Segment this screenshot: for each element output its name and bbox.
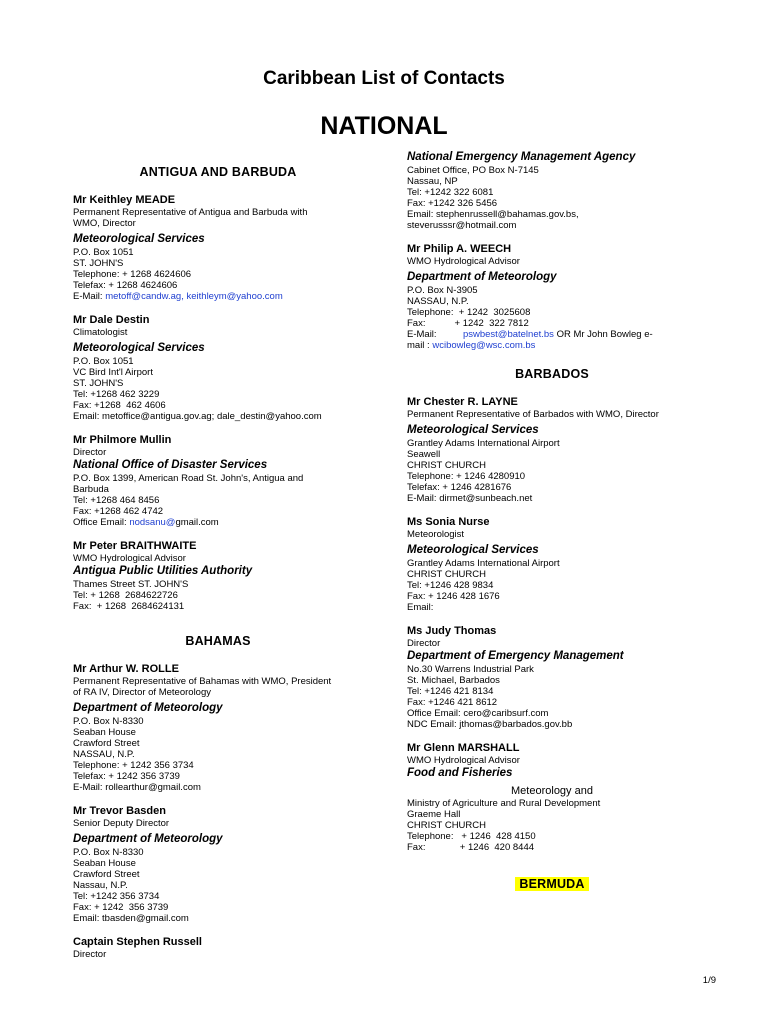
contact-email: E-Mail: dirmet@sunbeach.net xyxy=(407,493,533,504)
email-link[interactable]: metoff@candw.ag, keithleym@yahoo.com xyxy=(105,291,283,302)
contact-role: Director xyxy=(407,638,441,649)
contact-email: steverusssr@hotmail.com xyxy=(407,220,517,231)
contact-line: Telefax: + 1268 4624606 xyxy=(73,280,178,291)
contact-line: Tel: +1268 462 3229 xyxy=(73,389,160,400)
contact-role: Director xyxy=(73,949,107,960)
contact-role: WMO Hydrological Advisor xyxy=(73,553,186,564)
contact-line: St. Michael, Barbados xyxy=(407,675,500,686)
contact-line: Tel: +1242 356 3734 xyxy=(73,891,160,902)
contact-line: P.O. Box N-8330 xyxy=(73,847,144,858)
contact-name: Mr Philmore Mullin xyxy=(73,434,172,446)
contact-organization: Meteorological Services xyxy=(407,544,539,556)
contact-line: Grantley Adams International Airport xyxy=(407,558,560,569)
contact-line: Fax: + 1246 428 1676 xyxy=(407,591,500,602)
contact-arthur-rolle xyxy=(73,662,363,793)
contact-name: Mr Arthur W. ROLLE xyxy=(73,663,179,675)
contact-organization: Department of Meteorology xyxy=(73,833,223,845)
contact-organization: Department of Meteorology xyxy=(407,271,557,283)
contact-email: Email: stephenrussell@bahamas.gov.bs, xyxy=(407,209,579,220)
section-heading-bahamas: BAHAMAS xyxy=(185,634,251,648)
email-suffix: OR Mr John Bowleg e- xyxy=(553,329,653,340)
contact-line: Ministry of Agriculture and Rural Development xyxy=(407,798,601,809)
contact-line: VC Bird Int'l Airport xyxy=(73,367,153,378)
contact-nema xyxy=(407,150,697,231)
contact-name: Mr Chester R. LAYNE xyxy=(407,396,518,408)
section-heading-antigua: ANTIGUA AND BARBUDA xyxy=(139,165,297,179)
contact-role: WMO Hydrological Advisor xyxy=(407,256,520,267)
contact-line: Seaban House xyxy=(73,727,136,738)
contact-line: Fax: + 1246 420 8444 xyxy=(407,842,535,853)
contact-organization: Antigua Public Utilities Authority xyxy=(73,565,253,577)
section-heading-bermuda: BERMUDA xyxy=(515,877,588,891)
email-link[interactable]: pswbest@batelnet.bs xyxy=(462,329,554,340)
contact-line: ST. JOHN'S xyxy=(73,378,124,389)
contact-peter-braithwaite xyxy=(73,539,363,612)
contact-line: Telephone: + 1268 4624606 xyxy=(73,269,192,280)
contact-email: Email: xyxy=(407,602,434,613)
contact-line: ST. JOHN'S xyxy=(73,258,124,269)
contact-name: Ms Sonia Nurse xyxy=(407,516,490,528)
section-heading-bermuda-wrap xyxy=(407,877,697,891)
contact-line: Seawell xyxy=(407,449,441,460)
contact-trevor-basden xyxy=(73,804,363,924)
contact-organization: Department of Emergency Management xyxy=(407,650,624,662)
contact-role: Permanent Representative of Bahamas with WMO, President xyxy=(73,676,332,687)
contact-role: Permanent Representative of Barbados with WMO, Director xyxy=(407,409,659,420)
contact-line: Thames Street ST. JOHN'S xyxy=(73,579,189,590)
contact-line: CHRIST CHURCH xyxy=(407,569,486,580)
contact-judy-thomas xyxy=(407,624,697,730)
contact-line: Telefax: + 1246 4281676 xyxy=(407,482,512,493)
email-label: E-Mail: xyxy=(73,291,106,302)
section-heading-barbados: BARBADOS xyxy=(515,367,589,381)
contact-line: P.O. Box N-3905 xyxy=(407,285,478,296)
contact-role: Permanent Representative of Antigua and Barbuda with xyxy=(73,207,308,218)
contact-line: Tel: + 1268 2684622726 xyxy=(73,590,178,601)
contact-sonia-nurse xyxy=(407,515,697,613)
contact-line: P.O. Box 1399, American Road St. John's, Antigua and xyxy=(73,473,304,484)
contact-stephen-russell xyxy=(73,935,363,960)
contact-line: Crawford Street xyxy=(73,869,140,880)
contact-role: WMO Hydrological Advisor xyxy=(407,755,520,766)
contact-line: Fax: +1246 421 8612 xyxy=(407,697,498,708)
page-subtitle: NATIONAL xyxy=(320,112,448,140)
contact-line: Fax: +1268 462 4742 xyxy=(73,506,164,517)
contact-role: Climatologist xyxy=(73,327,128,338)
contact-line: Tel: +1246 428 9834 xyxy=(407,580,494,591)
left-column xyxy=(73,165,363,971)
contact-line: Tel: +1242 322 6081 xyxy=(407,187,494,198)
contact-email: Email: tbasden@gmail.com xyxy=(73,913,189,924)
contact-email xyxy=(73,291,363,302)
contact-line: Telephone: + 1246 4280910 xyxy=(407,471,526,482)
contact-line: Telephone: + 1242 356 3734 xyxy=(73,760,194,771)
contact-name: Captain Stephen Russell xyxy=(73,936,202,948)
contact-line: Nassau, NP xyxy=(407,176,458,187)
contact-organization: Meteorological Services xyxy=(73,233,205,245)
contact-philip-weech xyxy=(407,242,697,351)
contact-name: Mr Trevor Basden xyxy=(73,805,166,817)
contact-chester-layne xyxy=(407,395,697,504)
contact-line: Seaban House xyxy=(73,858,136,869)
page-number: 1/9 xyxy=(702,975,716,986)
contact-line: CHRIST CHURCH xyxy=(407,820,486,831)
contact-line: P.O. Box 1051 xyxy=(73,247,134,258)
contact-line: No.30 Warrens Industrial Park xyxy=(407,664,534,675)
contact-line: Graeme Hall xyxy=(407,809,461,820)
contact-email: E-Mail: rollearthur@gmail.com xyxy=(73,782,201,793)
contact-organization: Meteorological Services xyxy=(407,424,539,436)
right-column xyxy=(407,150,697,905)
email-link[interactable]: nodsanu@ xyxy=(129,517,176,528)
contact-name: Mr Glenn MARSHALL xyxy=(407,742,520,754)
contact-organization: Department of Meteorology xyxy=(73,702,223,714)
contact-keithley-meade xyxy=(73,193,363,302)
contact-line: Fax: +1242 326 5456 xyxy=(407,198,498,209)
contact-organization-extra: Meteorology and xyxy=(511,785,593,797)
contact-line: Fax: + 1242 356 3739 xyxy=(73,902,169,913)
contact-role: Senior Deputy Director xyxy=(73,818,170,829)
contact-philmore-mullin xyxy=(73,433,363,528)
contact-email: Office Email: cero@caribsurf.com xyxy=(407,708,549,719)
contact-email xyxy=(407,340,697,351)
email-suffix: gmail.com xyxy=(175,517,219,528)
contact-email: NDC Email: jthomas@barbados.gov.bb xyxy=(407,719,573,730)
email-label: E-Mail: xyxy=(407,329,463,340)
contact-email xyxy=(407,329,697,340)
email-label: mail : xyxy=(407,340,433,351)
contact-organization: National Office of Disaster Services xyxy=(73,459,268,471)
contact-line: Nassau, N.P. xyxy=(73,880,128,891)
contact-name: Mr Dale Destin xyxy=(73,314,150,326)
contact-line: CHRIST CHURCH xyxy=(407,460,486,471)
contact-line: Fax: + 1268 2684624131 xyxy=(73,601,185,612)
contact-role: of RA IV, Director of Meteorology xyxy=(73,687,211,698)
contact-glenn-marshall xyxy=(407,741,697,853)
contact-line: Tel: +1268 464 8456 xyxy=(73,495,160,506)
contact-line: P.O. Box 1051 xyxy=(73,356,134,367)
contact-organization: Food and Fisheries xyxy=(407,767,513,779)
contact-organization: National Emergency Management Agency xyxy=(407,151,636,163)
contact-line: Cabinet Office, PO Box N-7145 xyxy=(407,165,539,176)
contact-line: NASSAU, N.P. xyxy=(73,749,135,760)
contact-name: Mr Philip A. WEECH xyxy=(407,243,512,255)
contact-line: Fax: + 1242 322 7812 xyxy=(407,318,529,329)
page-title: Caribbean List of Contacts xyxy=(263,68,505,89)
contact-role: Director xyxy=(73,447,107,458)
contact-line: Crawford Street xyxy=(73,738,140,749)
contact-line: Fax: +1268 462 4606 xyxy=(73,400,166,411)
contact-line: P.O. Box N-8330 xyxy=(73,716,144,727)
contact-line: Tel: +1246 421 8134 xyxy=(407,686,494,697)
contact-role: Meteorologist xyxy=(407,529,465,540)
contact-organization: Meteorological Services xyxy=(73,342,205,354)
contact-line: Barbuda xyxy=(73,484,109,495)
contact-line: NASSAU, N.P. xyxy=(407,296,469,307)
contact-line: Telefax: + 1242 356 3739 xyxy=(73,771,180,782)
email-label: Office Email: xyxy=(73,517,130,528)
contact-name: Mr Peter BRAITHWAITE xyxy=(73,540,197,552)
contact-email xyxy=(73,517,363,528)
contact-role: WMO, Director xyxy=(73,218,136,229)
contact-dale-destin xyxy=(73,313,363,422)
email-link[interactable]: wcibowleg@wsc.com.bs xyxy=(432,340,536,351)
contact-name: Mr Keithley MEADE xyxy=(73,194,176,206)
contact-name: Ms Judy Thomas xyxy=(407,625,497,637)
contact-line: Telephone: + 1246 428 4150 xyxy=(407,831,536,842)
contact-email: Email: metoffice@antigua.gov.ag; dale_destin@yahoo.com xyxy=(73,411,322,422)
contact-line: Grantley Adams International Airport xyxy=(407,438,560,449)
contact-line: Telephone: + 1242 3025608 xyxy=(407,307,531,318)
